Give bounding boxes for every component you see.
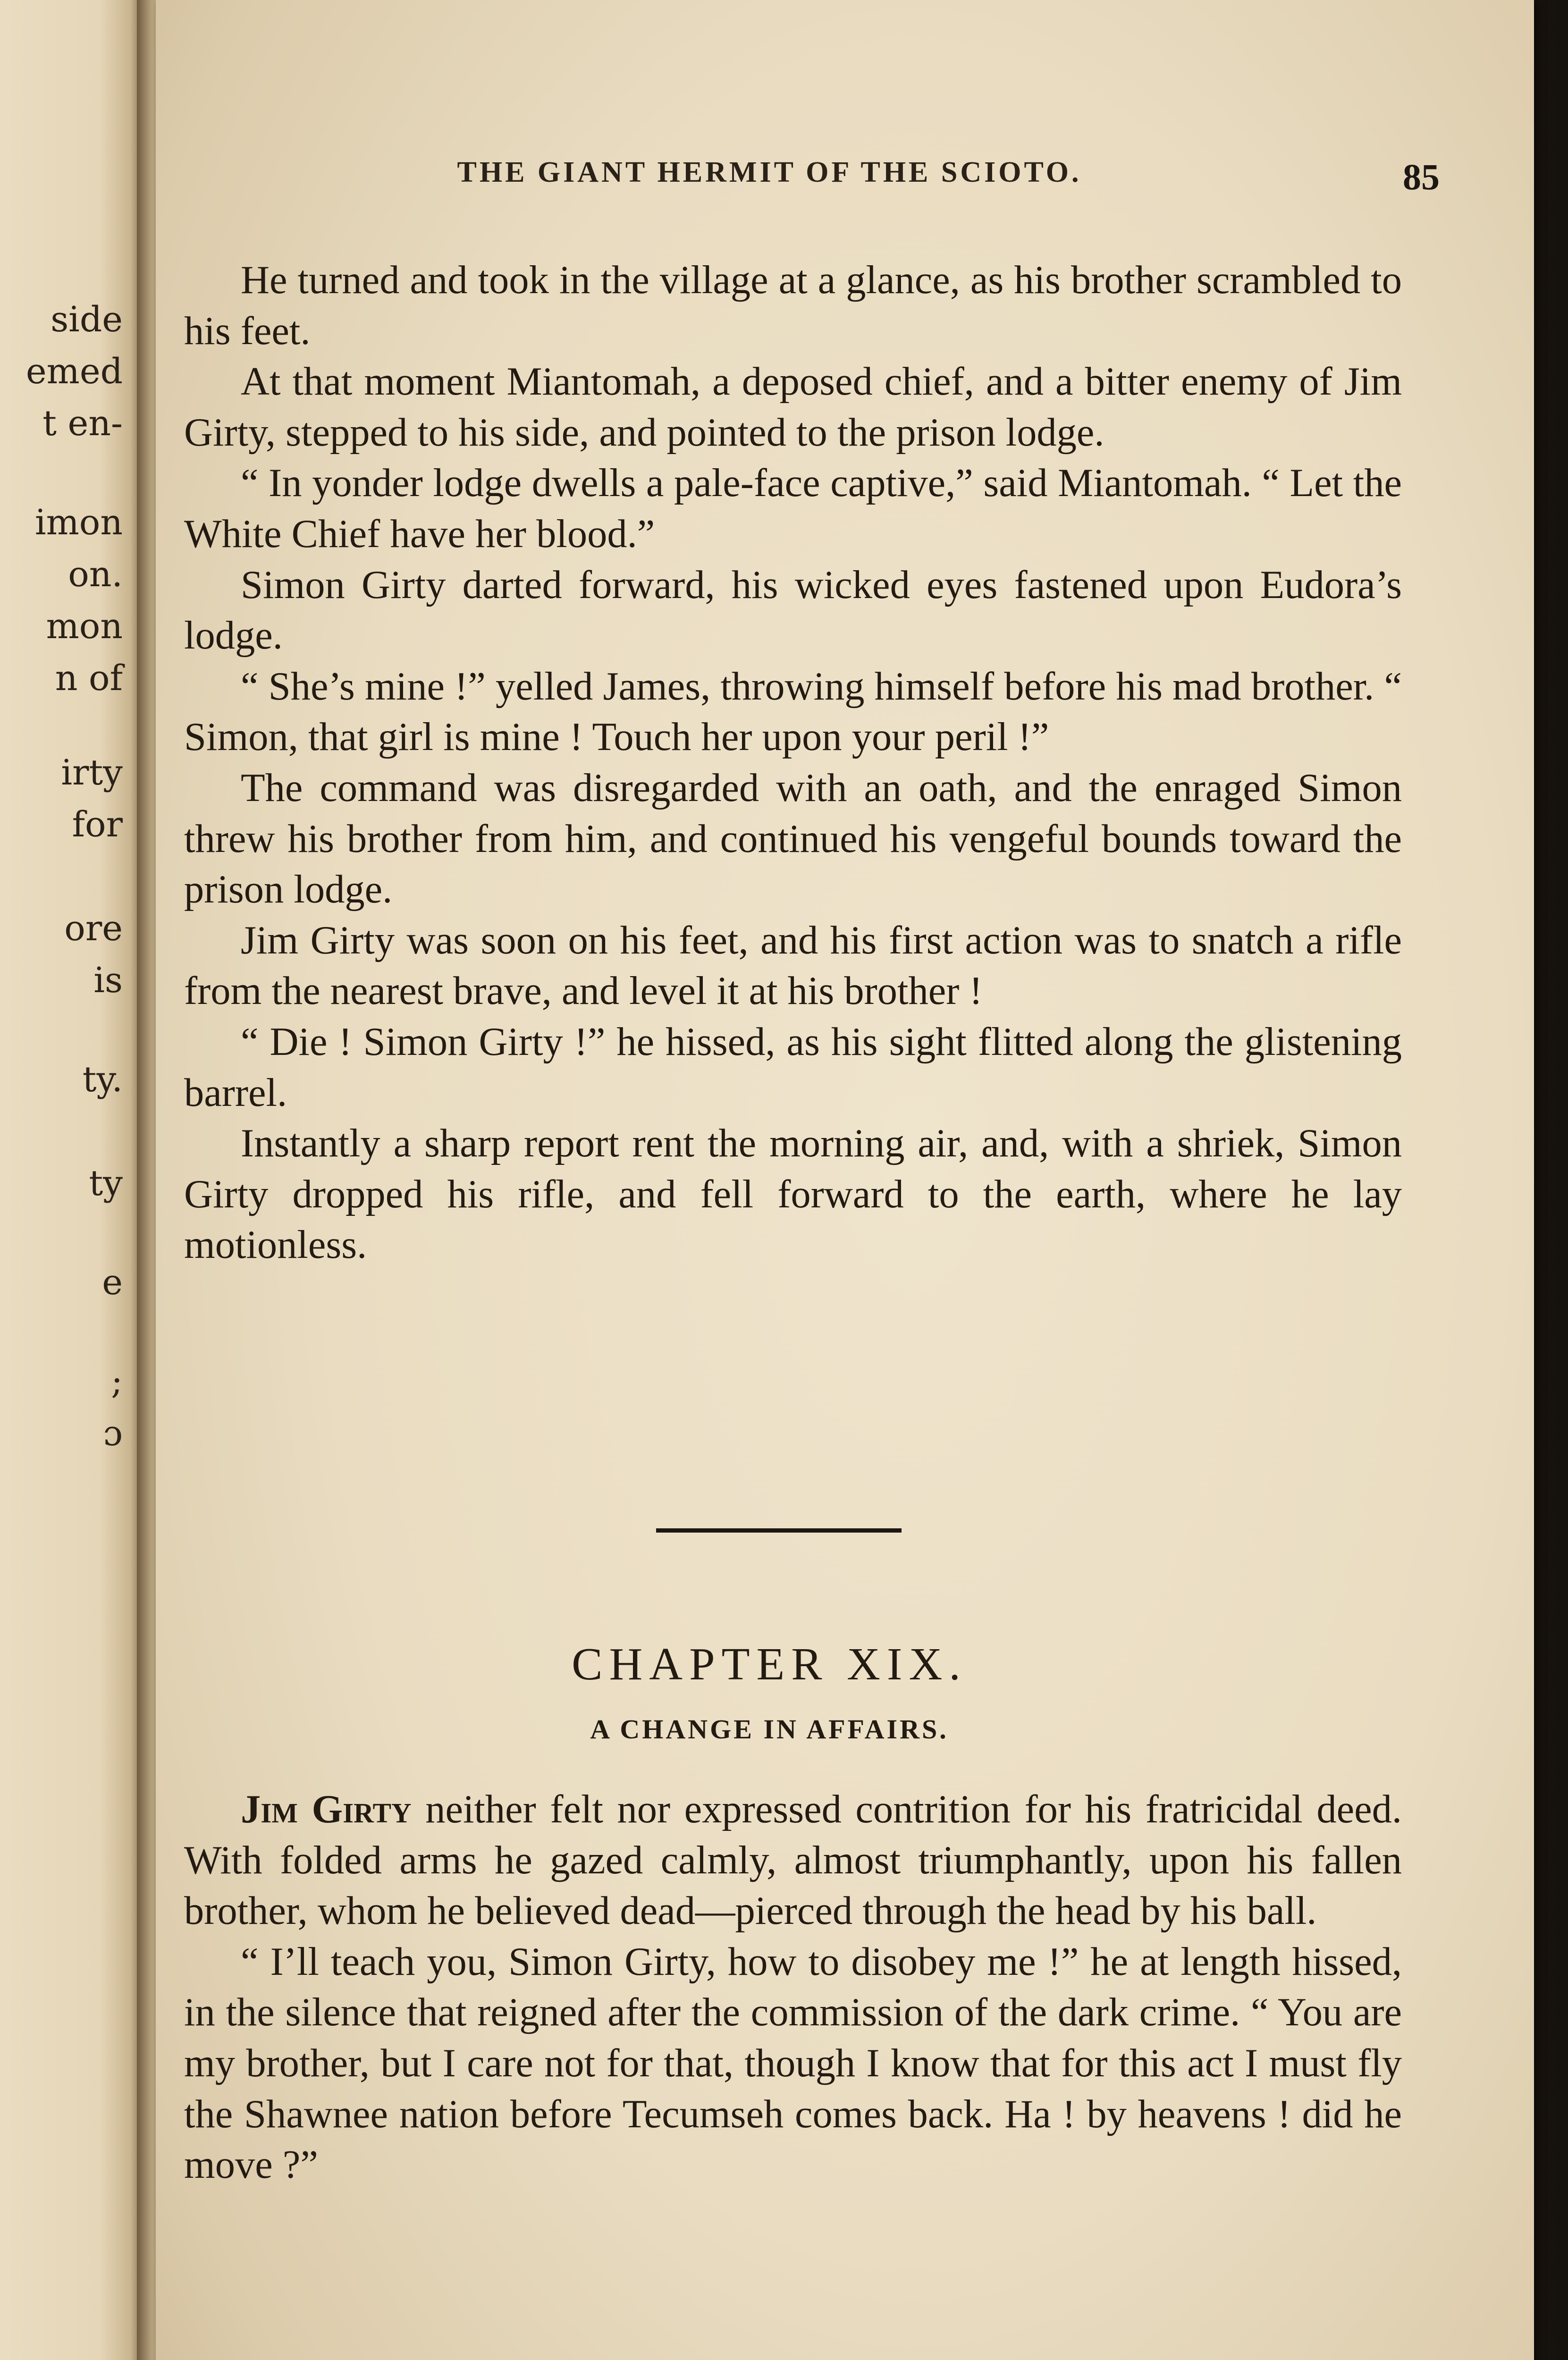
chapter-subtitle: A CHANGE IN AFFAIRS. [590, 1714, 949, 1745]
left-page-text: mon [46, 606, 123, 647]
book-page [156, 0, 1534, 2360]
paragraph: “ In yonder lodge dwells a pale-face captive,” said Miantomah. “ Let the White Chief have her blood.” [184, 461, 1402, 556]
paragraph: At that moment Miantomah, a deposed chief, and a bitter enemy of Jim Girty, stepped to his side, and pointed to the prison lodge. [184, 360, 1402, 455]
chapter-heading: CHAPTER XIX. [572, 1639, 967, 1690]
left-page-text: ɔ [103, 1413, 123, 1454]
paragraph: Instantly a sharp report rent the morning air, and, with a shriek, Simon Girty dropped his rifle, and fell forward to the earth, where he lay motionless. [184, 1121, 1402, 1267]
left-page-text: t en- [42, 403, 123, 444]
text-block [184, 1784, 1402, 2191]
left-page-text: emed [25, 351, 123, 392]
left-page-fragment [0, 0, 142, 2360]
paragraph-text: neither felt nor expressed contrition for his fratricidal deed. With folded arms he gazed calmly, almost triumphantly, upon his fallen brother, whom he believed dead—pierced through the head by his ball. [184, 1787, 1402, 1933]
text-block [184, 255, 1402, 1271]
left-page-text: ty [89, 1163, 123, 1204]
left-page-text: ; [111, 1361, 123, 1402]
running-head [156, 156, 1534, 198]
left-page-text: is [93, 960, 123, 1001]
left-page-text: n of [55, 658, 123, 699]
left-page-text: for [72, 804, 123, 845]
paragraph: “ She’s mine !” yelled James, throwing himself before his mad brother. “ Simon, that girl is mine ! Touch her upon your peril !” [184, 664, 1402, 759]
running-title: THE GIANT HERMIT OF THE SCIOTO. [457, 156, 1082, 188]
left-page-text: imon [34, 502, 123, 543]
left-page-text: e [102, 1262, 123, 1303]
paragraph: “ Die ! Simon Girty !” he hissed, as his sight flitted along the glistening barrel. [184, 1020, 1402, 1115]
page-number: 85 [1403, 156, 1440, 197]
paragraph: Jim Girty was soon on his feet, and his first action was to snatch a rifle from the nearest brave, and level it at his brother ! [184, 918, 1402, 1013]
left-page-text: ore [64, 908, 123, 949]
paragraph: He turned and took in the village at a glance, as his brother scrambled to his feet. [184, 258, 1402, 353]
paragraph: Simon Girty darted forward, his wicked eyes fastened upon Eudora’s lodge. [184, 563, 1402, 658]
left-page-text: side [51, 299, 123, 340]
paragraph [184, 1784, 1402, 1937]
left-page-text: irty [61, 752, 123, 793]
paragraph: The command was disregarded with an oath, and the enraged Simon threw his brother from him, and continued his vengeful bounds toward the prison lodge. [184, 766, 1402, 912]
left-page-text: ty. [82, 1059, 123, 1100]
lead-in: Jim Girty [241, 1787, 412, 1831]
paragraph: “ I’ll teach you, Simon Girty, how to disobey me !” he at length hissed, in the silence that reigned after the commission of the dark crime. “ You are my brother, but I care not for that, though I know that for this act I must fly the Shawnee nation before Tecumseh comes back. Ha ! by heavens ! did he move ?” [184, 1939, 1402, 2187]
left-page-text: on. [68, 554, 123, 595]
section-divider [656, 1528, 902, 1533]
